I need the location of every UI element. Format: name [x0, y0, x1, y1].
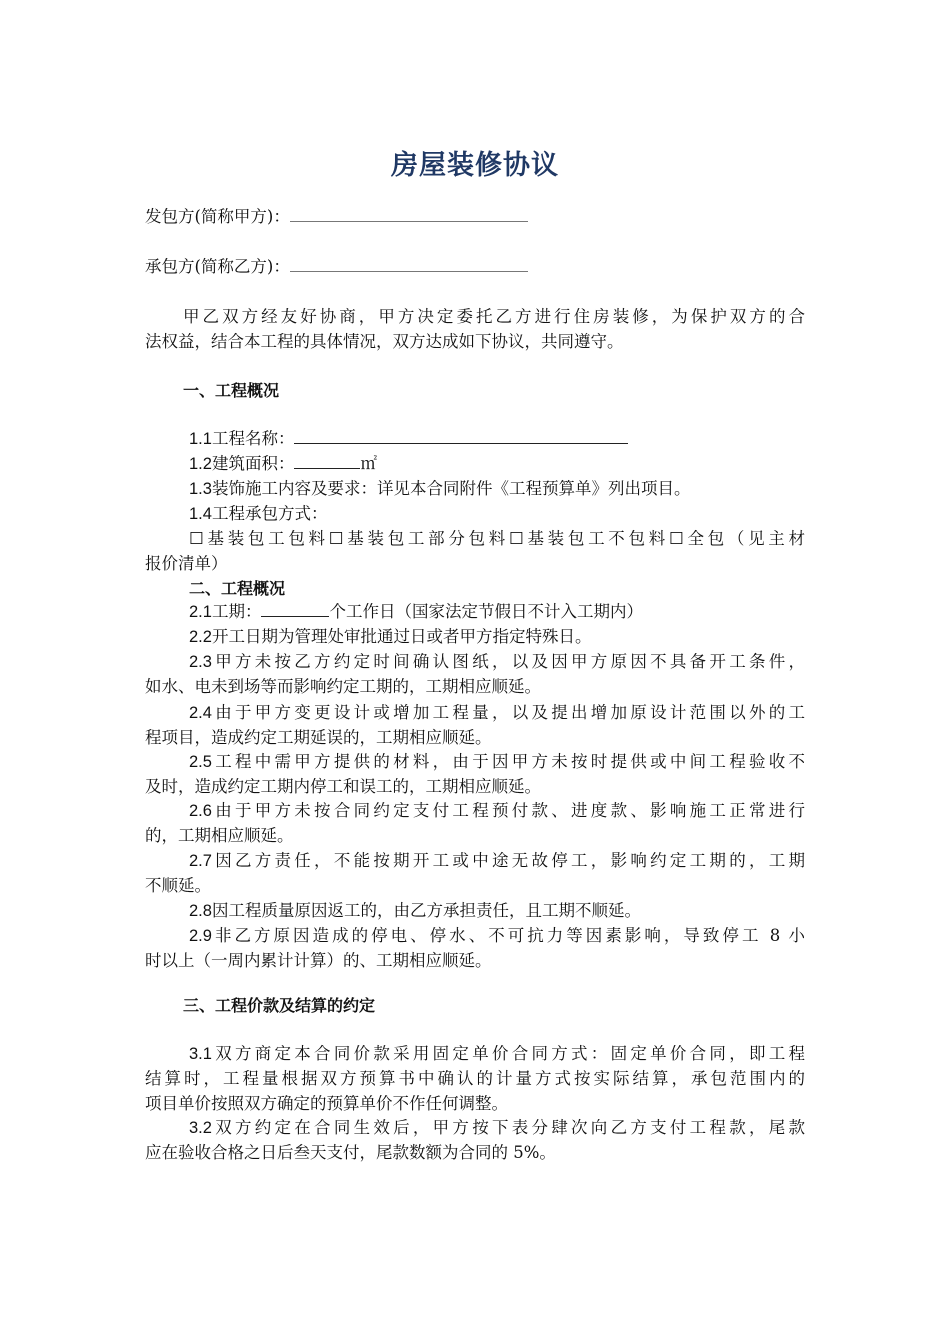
item-2-2: 2.2开工日期为管理处审批通过日或者甲方指定特殊日。 [189, 627, 592, 646]
item-2-8: 2.8因工程质量原因返工的，由乙方承担责任，且工期不顺延。 [189, 901, 641, 920]
party-a-line [145, 205, 805, 229]
item-2-1: 2.1工期： 个工作日（国家法定节假日不计入工期内） [189, 602, 643, 621]
party-b-blank[interactable] [290, 255, 528, 272]
project-name-blank[interactable] [294, 427, 628, 444]
item-2-9-line-2: 时以上（一周内累计计算）的、工期相应顺延。 [145, 951, 492, 970]
item-1-1: 1.1工程名称： [189, 427, 849, 451]
contract-options-line-1[interactable]: ☐基装包工包料☐基装包工部分包料☐基装包工不包料☐全包（见主材 [189, 529, 805, 548]
item-3-1-line-2: 结算时，工程量根据双方预算书中确认的计量方式按实际结算，承包范围内的 [145, 1069, 805, 1088]
intro-line-2: 法权益，结合本工程的具体情况，双方达成如下协议，共同遵守。 [145, 332, 624, 351]
item-2-5-line-2: 及时，造成约定工期内停工和误工的，工期相应顺延。 [145, 777, 541, 796]
duration-blank[interactable] [261, 600, 329, 617]
item-2-9-line-1: 2.9非乙方原因造成的停电、停水、不可抗力等因素影响，导致停工 8 小 [189, 926, 805, 945]
section-2-heading: 二、工程概况 [189, 579, 286, 598]
item-2-6-line-2: 的，工期相应顺延。 [145, 826, 294, 845]
party-a-blank[interactable] [290, 205, 528, 222]
item-2-4-line-2: 程项目，造成约定工期延误的，工期相应顺延。 [145, 728, 492, 747]
item-1-2: 1.2建筑面积： ㎡ [189, 454, 377, 473]
item-2-3-line-1: 2.3甲方未按乙方约定时间确认图纸，以及因甲方原因不具备开工条件， [189, 652, 805, 671]
document-title: 房屋装修协议 [391, 150, 559, 181]
intro-line-1: 甲乙双方经友好协商，甲方决定委托乙方进行住房装修，为保护双方的合 [183, 307, 805, 326]
item-2-6-line-1: 2.6由于甲方未按合同约定支付工程预付款、进度款、影响施工正常进行 [189, 801, 805, 820]
item-3-1-line-3: 项目单价按照双方确定的预算单价不作任何调整。 [145, 1094, 508, 1113]
item-2-4-line-1: 2.4由于甲方变更设计或增加工程量，以及提出增加原设计范围以外的工 [189, 703, 805, 722]
contract-options-line-2: 报价清单） [145, 554, 228, 573]
item-1-3: 1.3装饰施工内容及要求：详见本合同附件《工程预算单》列出项目。 [189, 479, 691, 498]
item-3-2-line-1: 3.2双方约定在合同生效后，甲方按下表分肆次向乙方支付工程款，尾款 [189, 1118, 805, 1137]
item-3-1-line-1: 3.1双方商定本合同价款采用固定单价合同方式：固定单价合同，即工程 [189, 1044, 805, 1063]
section-3-heading: 三、工程价款及结算的约定 [183, 996, 376, 1015]
section-1-heading: 一、工程概况 [183, 381, 280, 400]
item-2-7-line-1: 2.7因乙方责任，不能按期开工或中途无故停工，影响约定工期的，工期 [189, 851, 805, 870]
party-b-label: 承包方(简称乙方)： [145, 257, 290, 276]
item-2-5-line-1: 2.5工程中需甲方提供的材料，由于因甲方未按时提供或中间工程验收不 [189, 752, 805, 771]
party-b-line [145, 255, 805, 279]
item-3-2-line-2: 应在验收合格之日后叁天支付，尾款数额为合同的 5%。 [145, 1143, 556, 1162]
item-2-3-line-2: 如水、电未到场等而影响约定工期的，工期相应顺延。 [145, 677, 541, 696]
item-2-7-line-2: 不顺延。 [145, 876, 211, 895]
item-1-4: 1.4工程承包方式： [189, 504, 328, 523]
party-a-label: 发包方(简称甲方)： [145, 207, 290, 226]
area-blank[interactable] [294, 452, 360, 469]
